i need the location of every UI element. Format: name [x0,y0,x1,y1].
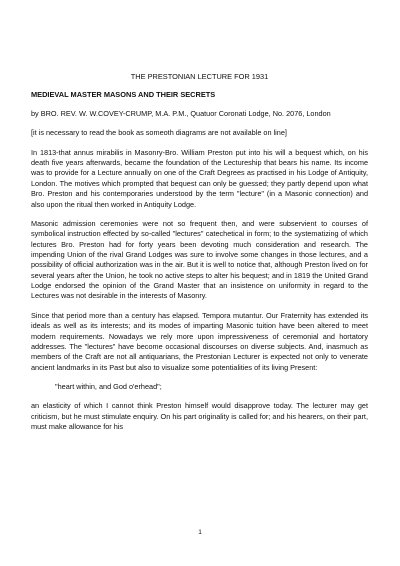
closing-paragraph: an elasticity of which I cannot think Preston himself would disapprove today. The lecturer may get criticism, but he must stimulate enquiry. On his part originality is called for; and his hearers, on their part, must make allowance for his [31,401,368,432]
paragraph-2: Masonic admission ceremonies were not so frequent then, and were subservient to courses of symbolical instruction effected by so-called "lectures" catechetical in form; to the systematizing of which lectures Bro. Preston had for forty years been devoting much consideration and research. The impending Union of the rival Grand Lodges was sure to involve some changes in those lectures, and a possibility of official authorization was in the air. But it is well to notice that, although Preston lived on for several years after the Union, he took no active steps to alter his bequest; and in 1819 the United Grand Lodge endorsed the opinion of the Grand Master that an insistence on uniformity in regard to the Lectures was not desirable in the interests of Masonry. [31,218,368,301]
page-number: 1 [198,529,202,536]
document-title: THE PRESTONIAN LECTURE FOR 1931 [130,72,269,81]
paragraph-3: Since that period more than a century has elapsed. Tempora mutantur. Our Fraternity has extended its ideals as well as its interests; and its modes of imparting Masonic tuition have been altered to meet modern requirements. Nowadays we rely more upon impressiveness of ceremonial and hortatory addresses. The "lectures" have become occasional discourses on diverse subjects. And, inasmuch as members of the Craft are not all antiquarians, the Prestonian Lecturer is expected not only to venerate ancient landmarks in its Past but also to visualize some potentialities of its living Present: [31,310,368,372]
byline: by BRO. REV. W. W.COVEY-CRUMP, M.A. P.M., Quatuor Coronati Lodge, No. 2076, London [31,109,331,119]
quotation: "heart within, and God o'erhead"; [55,381,162,391]
document-subtitle: MEDIEVAL MASTER MASONS AND THEIR SECRETS [31,89,216,99]
document-body [31,72,368,441]
paragraph-1: In 1813-that annus mirabilis in Masonry-Bro. William Preston put into his will a bequest which, on his death five years afterwards, became the foundation of the Lectureship that bears his name. Its income was to provide for a Lecture annually on one of the Craft Degrees as practised in his Lodge of Antiquity, London. The motives which prompted that bequest can only be guessed; they partly depend upon what Bro. Preston and his contemporaries understood by the term "lecture" (in a Masonic connection) and also upon the ritual then worked in Antiquity Lodge. [31,147,368,209]
availability-note: [it is necessary to read the book as someoth diagrams are not available on line] [31,128,287,138]
